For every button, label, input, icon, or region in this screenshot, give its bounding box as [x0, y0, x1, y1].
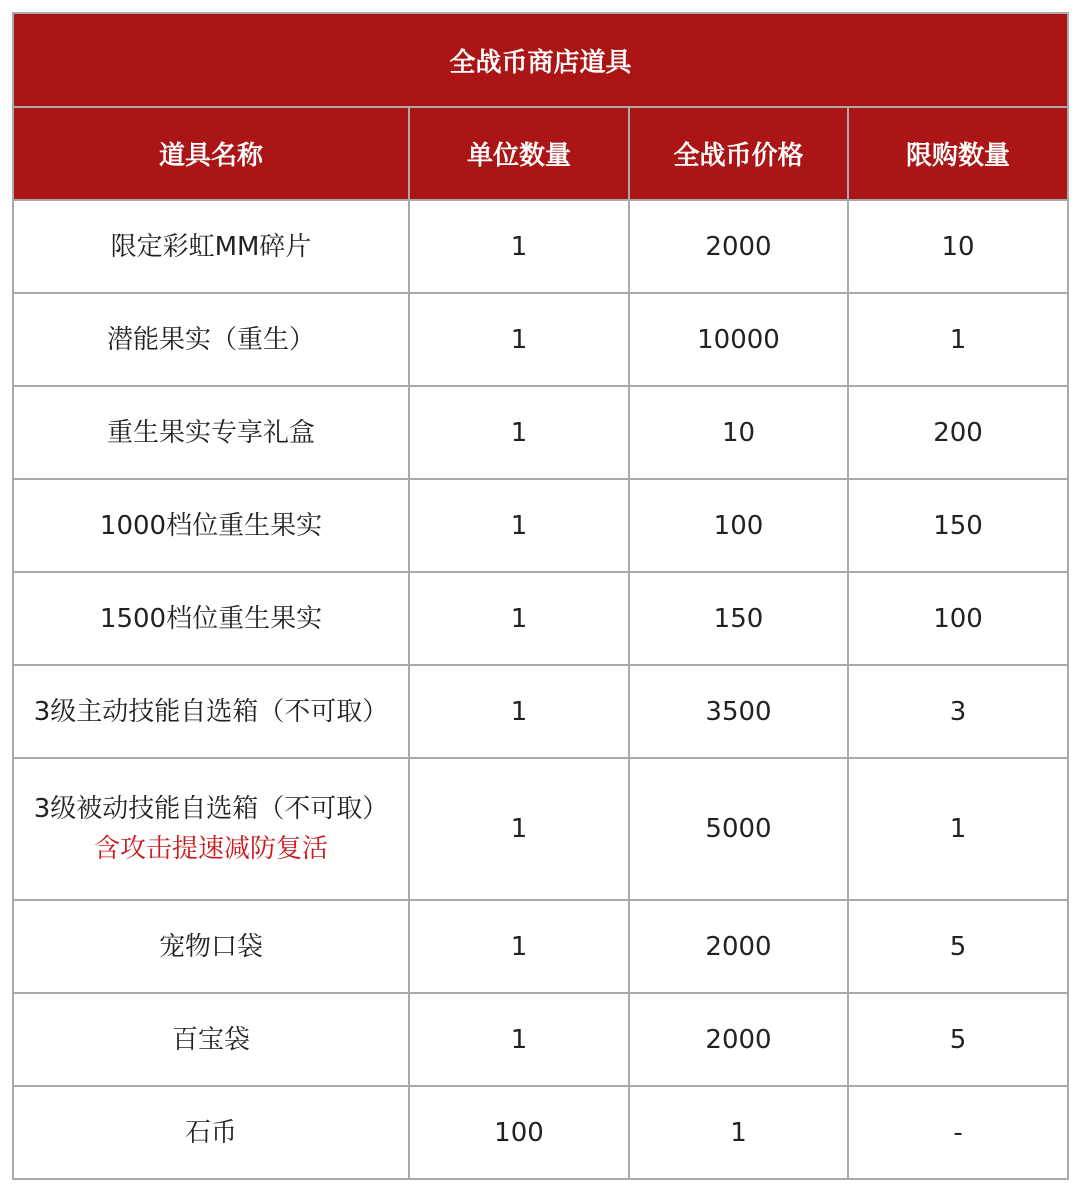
cell-limit: 3: [848, 665, 1068, 758]
cell-limit: 5: [848, 993, 1068, 1086]
cell-limit: 10: [848, 200, 1068, 293]
table-row: [13, 386, 1068, 479]
cell-price: 2000: [629, 993, 848, 1086]
cell-limit: 1: [848, 758, 1068, 900]
cell-item-name: [13, 758, 409, 900]
cell-limit: 5: [848, 900, 1068, 993]
item-name-text: 百宝袋: [171, 1024, 250, 1055]
cell-limit: 100: [848, 572, 1068, 665]
cell-item-name: [13, 479, 409, 572]
item-name-text: 3级被动技能自选箱（不可取）: [33, 794, 389, 824]
cell-price: 5000: [629, 758, 848, 900]
cell-price: 10: [629, 386, 848, 479]
item-name-text: 潜能果实（重生）: [106, 324, 315, 355]
table-header-row: [13, 107, 1068, 200]
table-row: [13, 993, 1068, 1086]
cell-price: 2000: [629, 900, 848, 993]
cell-unit-qty: 1: [409, 665, 629, 758]
table-row: [13, 572, 1068, 665]
cell-unit-qty: 1: [409, 386, 629, 479]
cell-price: 3500: [629, 665, 848, 758]
cell-item-name: [13, 900, 409, 993]
table-row: [13, 479, 1068, 572]
table-title-row: [13, 13, 1068, 107]
cell-item-name: [13, 200, 409, 293]
cell-item-name: [13, 386, 409, 479]
table-row: [13, 665, 1068, 758]
cell-unit-qty: 100: [409, 1086, 629, 1179]
cell-limit: -: [848, 1086, 1068, 1179]
shop-items-table: [12, 12, 1069, 1180]
table-row: [13, 758, 1068, 900]
cell-price: 150: [629, 572, 848, 665]
column-header-price: 全战币价格: [629, 107, 848, 200]
cell-item-name: [13, 665, 409, 758]
item-name-text: 宠物口袋: [158, 931, 263, 962]
item-name-text: 1500档位重生果实: [99, 603, 323, 634]
item-note-text: 含攻击提速减防复活: [93, 834, 328, 864]
table-row: [13, 293, 1068, 386]
item-name-text: 重生果实专享礼盒: [106, 417, 315, 448]
cell-unit-qty: 1: [409, 200, 629, 293]
cell-unit-qty: 1: [409, 479, 629, 572]
column-header-limit: 限购数量: [848, 107, 1068, 200]
cell-price: 2000: [629, 200, 848, 293]
column-header-item-name: 道具名称: [13, 107, 409, 200]
cell-unit-qty: 1: [409, 993, 629, 1086]
cell-unit-qty: 1: [409, 572, 629, 665]
item-name-text: 限定彩虹MM碎片: [110, 231, 312, 262]
item-name-text: 3级主动技能自选箱（不可取）: [33, 696, 389, 727]
table-row: [13, 200, 1068, 293]
table-title: 全战币商店道具: [13, 13, 1068, 107]
item-name-text: 1000档位重生果实: [99, 510, 323, 541]
table-body: [13, 200, 1068, 1179]
cell-price: 10000: [629, 293, 848, 386]
cell-item-name: [13, 993, 409, 1086]
cell-limit: 150: [848, 479, 1068, 572]
cell-unit-qty: 1: [409, 900, 629, 993]
cell-price: 100: [629, 479, 848, 572]
column-header-unit-qty: 单位数量: [409, 107, 629, 200]
table-row: [13, 900, 1068, 993]
cell-item-name: [13, 1086, 409, 1179]
table-row: [13, 1086, 1068, 1179]
cell-item-name: [13, 572, 409, 665]
cell-unit-qty: 1: [409, 293, 629, 386]
cell-item-name: [13, 293, 409, 386]
item-name-text: 石币: [184, 1117, 237, 1148]
cell-limit: 1: [848, 293, 1068, 386]
cell-unit-qty: 1: [409, 758, 629, 900]
cell-limit: 200: [848, 386, 1068, 479]
cell-price: 1: [629, 1086, 848, 1179]
